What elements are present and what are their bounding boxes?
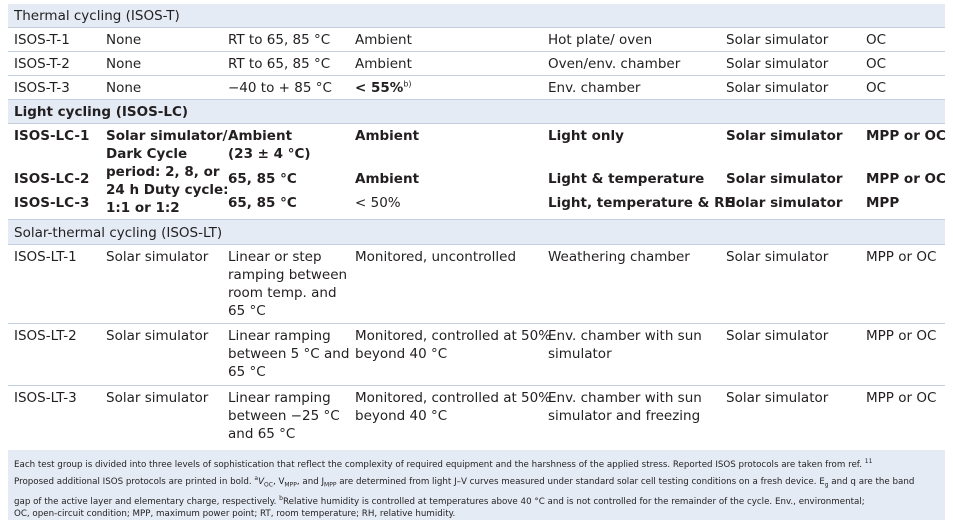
characterization: Solar simulator (726, 32, 829, 48)
environment: Light & temperature (548, 171, 705, 187)
temperature: Linear ramping (228, 328, 331, 344)
load: OC (866, 56, 887, 72)
footnote-text: , and J (296, 476, 325, 487)
table-row-group (8, 124, 945, 220)
temperature: RT to 65, 85 °C (228, 32, 331, 48)
temperature: (23 ± 4 °C) (228, 146, 311, 162)
footnote-line (14, 455, 939, 472)
load: MPP or OC (866, 328, 937, 344)
temperature: −40 to + 85 °C (228, 80, 332, 96)
load: MPP or OC (866, 128, 946, 144)
temperature: Linear or step (228, 249, 322, 265)
protocol-id: ISOS-T-3 (14, 80, 70, 96)
light-source: Solar simulator (106, 249, 209, 265)
characterization: Solar simulator (726, 249, 829, 265)
load: MPP or OC (866, 171, 946, 187)
section-title: Light cycling (ISOS-LC) (14, 104, 189, 120)
humidity: Ambient (355, 32, 412, 48)
section-header-light (8, 100, 945, 124)
temperature: and 65 °C (228, 426, 296, 442)
section-header-thermal (8, 4, 945, 28)
footnote-text: , V (272, 476, 285, 487)
footnote-subscript: OC (264, 481, 273, 489)
light-source: None (106, 32, 142, 48)
light-source: Solar simulator (106, 328, 209, 344)
table-row (8, 28, 945, 52)
temperature: 65, 85 °C (228, 171, 297, 187)
table-row (8, 76, 945, 100)
table-row (8, 52, 945, 76)
protocol-id: ISOS-T-2 (14, 56, 70, 72)
footnote-line (14, 508, 939, 521)
humidity (355, 79, 412, 98)
protocol-id: ISOS-T-1 (14, 32, 70, 48)
light-source: None (106, 56, 142, 72)
characterization: Solar simulator (726, 390, 829, 406)
humidity-value: < 55% (355, 80, 404, 96)
footnote-subscript: g (824, 481, 829, 489)
footnote-text: OC, open-circuit condition; MPP, maximum power point; RT, room temperature; RH, relative humidity. (14, 509, 456, 520)
footnote-text: Relative humidity is controlled at temperatures above 40 °C and is not controlled for the remainder of the cycle. Env., environmental; (282, 496, 865, 507)
protocol-id: ISOS-LT-3 (14, 390, 77, 406)
humidity: Ambient (355, 171, 420, 187)
light-source: 1:1 or 1:2 (106, 200, 180, 216)
footnote-marker: a (254, 474, 259, 482)
environment: Env. chamber with sun (548, 328, 702, 344)
footnote-text: Proposed additional ISOS protocols are printed in bold. (14, 476, 255, 487)
characterization: Solar simulator (726, 195, 843, 211)
load: MPP or OC (866, 390, 937, 406)
temperature: RT to 65, 85 °C (228, 56, 331, 72)
humidity: Monitored, controlled at 50% (355, 390, 552, 406)
characterization: Solar simulator (726, 128, 843, 144)
temperature: between 5 °C and (228, 346, 350, 362)
light-source: None (106, 80, 142, 96)
humidity: Ambient (355, 56, 412, 72)
environment: Env. chamber (548, 80, 641, 96)
characterization: Solar simulator (726, 171, 843, 187)
load: OC (866, 80, 887, 96)
light-source: Solar simulator (106, 390, 209, 406)
section-header-solar-thermal (8, 220, 945, 245)
humidity: < 50% (355, 195, 401, 211)
load: MPP (866, 195, 900, 211)
environment: Env. chamber with sun (548, 390, 702, 406)
environment: simulator and freezing (548, 408, 701, 424)
protocol-id: ISOS-LC-2 (14, 171, 90, 187)
environment: Light only (548, 128, 624, 144)
humidity: beyond 40 °C (355, 408, 448, 424)
environment: Weathering chamber (548, 249, 690, 265)
protocol-id: ISOS-LT-2 (14, 328, 77, 344)
temperature: room temp. and (228, 285, 337, 301)
temperature: ramping between (228, 267, 348, 283)
temperature: Linear ramping (228, 390, 331, 406)
protocol-id: ISOS-LC-1 (14, 128, 90, 144)
table-row (8, 245, 945, 324)
environment: simulator (548, 346, 612, 362)
footnote-text: gap of the active layer and elementary charge, respectively. (14, 496, 280, 507)
humidity: Monitored, uncontrolled (355, 249, 517, 265)
protocol-id: ISOS-LC-3 (14, 195, 90, 211)
footnote-subscript: MPP (324, 481, 337, 489)
light-source: period: 2, 8, or (106, 164, 220, 180)
footnote-marker: b) (403, 79, 412, 89)
load: MPP or OC (866, 249, 937, 265)
reference-marker: 11 (864, 458, 873, 465)
characterization: Solar simulator (726, 328, 829, 344)
temperature: 65 °C (228, 364, 266, 380)
environment: Oven/env. chamber (548, 56, 681, 72)
section-title: Thermal cycling (ISOS-T) (14, 8, 180, 24)
protocol-id: ISOS-LT-1 (14, 249, 77, 265)
footnote-symbol: V (258, 476, 265, 487)
footnote-line (14, 492, 939, 509)
temperature: between −25 °C (228, 408, 340, 424)
table-footnote (8, 450, 945, 520)
humidity: beyond 40 °C (355, 346, 448, 362)
temperature: 65 °C (228, 303, 266, 319)
environment: Hot plate/ oven (548, 32, 653, 48)
footnote-line (14, 472, 939, 492)
table-row (8, 386, 945, 450)
footnote-subscript: MPP (284, 481, 297, 489)
light-source: 24 h Duty cycle: (106, 182, 229, 198)
footnote-text: and q are the band (828, 476, 915, 487)
humidity: Monitored, controlled at 50% (355, 328, 552, 344)
temperature: 65, 85 °C (228, 195, 297, 211)
characterization: Solar simulator (726, 80, 829, 96)
light-source: Solar simulator/ (106, 128, 228, 144)
characterization: Solar simulator (726, 56, 829, 72)
humidity: Ambient (355, 128, 420, 144)
table-row (8, 324, 945, 386)
temperature: Ambient (228, 128, 293, 144)
light-source: Dark Cycle (106, 146, 188, 162)
footnote-text: Each test group is divided into three levels of sophistication that reflect the complexity of required equipment and the harshness of the applied stress. Reported ISOS protocols are taken from ref. (14, 459, 865, 470)
section-title: Solar-thermal cycling (ISOS-LT) (14, 225, 223, 241)
footnote-text: are determined from light J–V curves measured under standard solar cell testing conditions on a fresh device. E (336, 476, 825, 487)
environment: Light, temperature & RH (548, 195, 736, 211)
footnote-marker: b (279, 494, 283, 502)
load: OC (866, 32, 887, 48)
